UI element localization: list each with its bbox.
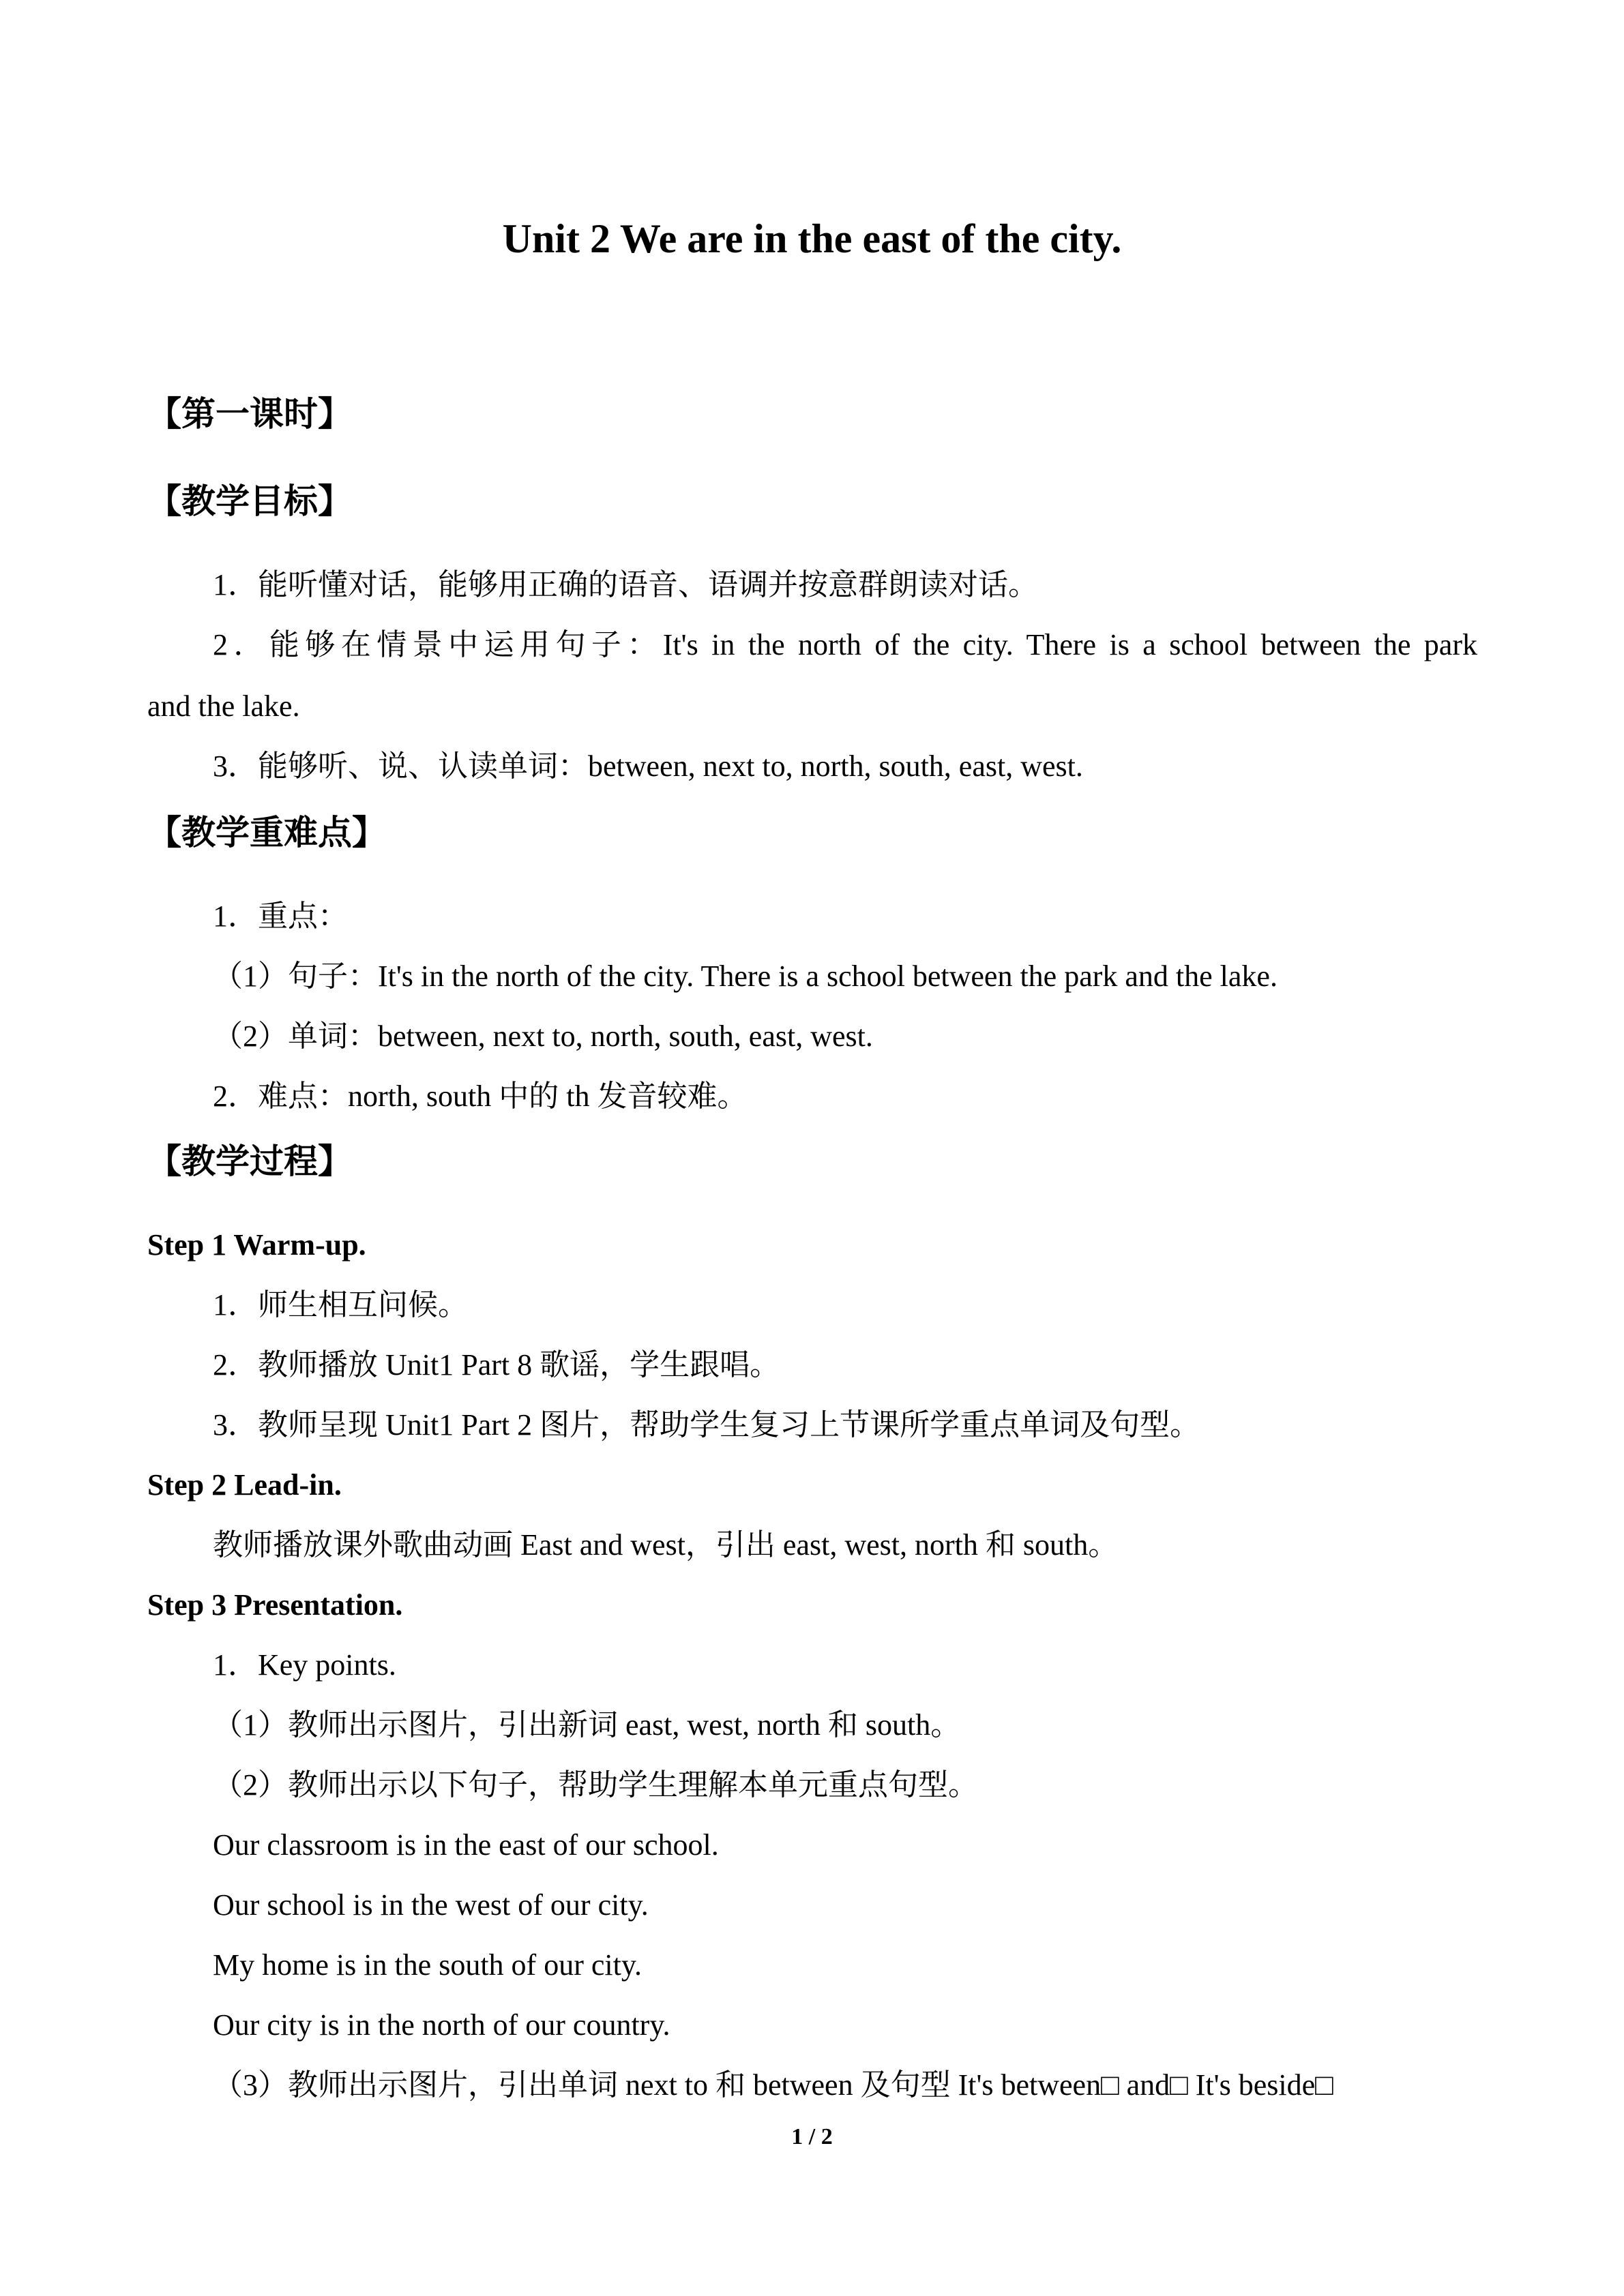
objective-item-1: 1．能听懂对话，能够用正确的语音、语调并按意群朗读对话。 xyxy=(213,568,1038,601)
example-sentence-1: Our classroom is in the east of our school. xyxy=(213,1828,719,1862)
step-1-title: Step 1 Warm-up. xyxy=(147,1228,366,1262)
step-3-item-1: 1．Key points. xyxy=(213,1648,396,1682)
step-3-title: Step 3 Presentation. xyxy=(147,1588,403,1622)
page-number: 1 / 2 xyxy=(791,2124,833,2149)
objective-item-3: 3．能够听、说、认读单词：between, next to, north, south, east, west. xyxy=(213,749,1083,783)
step-3-sub-2: （2）教师出示以下句子，帮助学生理解本单元重点句型。 xyxy=(213,1768,978,1802)
objective-item-2-continued: and the lake. xyxy=(147,689,300,723)
key-point-item-1: 1．重点： xyxy=(213,899,348,933)
document-title: Unit 2 We are in the east of the city. xyxy=(502,216,1122,261)
step-1-item-2: 2．教师播放 Unit1 Part 8 歌谣，学生跟唱。 xyxy=(213,1348,780,1382)
step-3-sub-3: （3）教师出示图片，引出单词 next to 和 between 及句型 It's between□ and□ It's beside□ xyxy=(213,2068,1333,2102)
step-2-text: 教师播放课外歌曲动画 East and west，引出 east, west, north 和 south。 xyxy=(213,1528,1119,1562)
example-sentence-4: Our city is in the north of our country. xyxy=(213,2008,670,2042)
key-point-item-2: 2．难点：north, south 中的 th 发音较难。 xyxy=(213,1079,748,1113)
step-1-item-1: 1．师生相互问候。 xyxy=(213,1288,468,1322)
step-2-title: Step 2 Lead-in. xyxy=(147,1468,342,1502)
step-1-item-3: 3．教师呈现 Unit1 Part 2 图片，帮助学生复习上节课所学重点单词及句型。 xyxy=(213,1408,1200,1442)
example-sentence-2: Our school is in the west of our city. xyxy=(213,1888,649,1922)
key-point-sub-2: （2）单词：between, next to, north, south, east, west. xyxy=(213,1019,873,1053)
objective-item-2: 2．能够在情景中运用句子：It's in the north of the city. There is a school between the park xyxy=(213,628,1477,661)
step-3-sub-1: （1）教师出示图片，引出新词 east, west, north 和 south。 xyxy=(213,1708,961,1742)
example-sentence-3: My home is in the south of our city. xyxy=(213,1948,642,1982)
heading-lesson: 【第一课时】 xyxy=(147,394,352,434)
heading-key-points: 【教学重难点】 xyxy=(147,813,386,852)
heading-objectives: 【教学目标】 xyxy=(147,481,352,521)
key-point-sub-1: （1）句子：It's in the north of the city. There is a school between the park and the lake. xyxy=(213,959,1278,993)
heading-process: 【教学过程】 xyxy=(147,1142,352,1181)
